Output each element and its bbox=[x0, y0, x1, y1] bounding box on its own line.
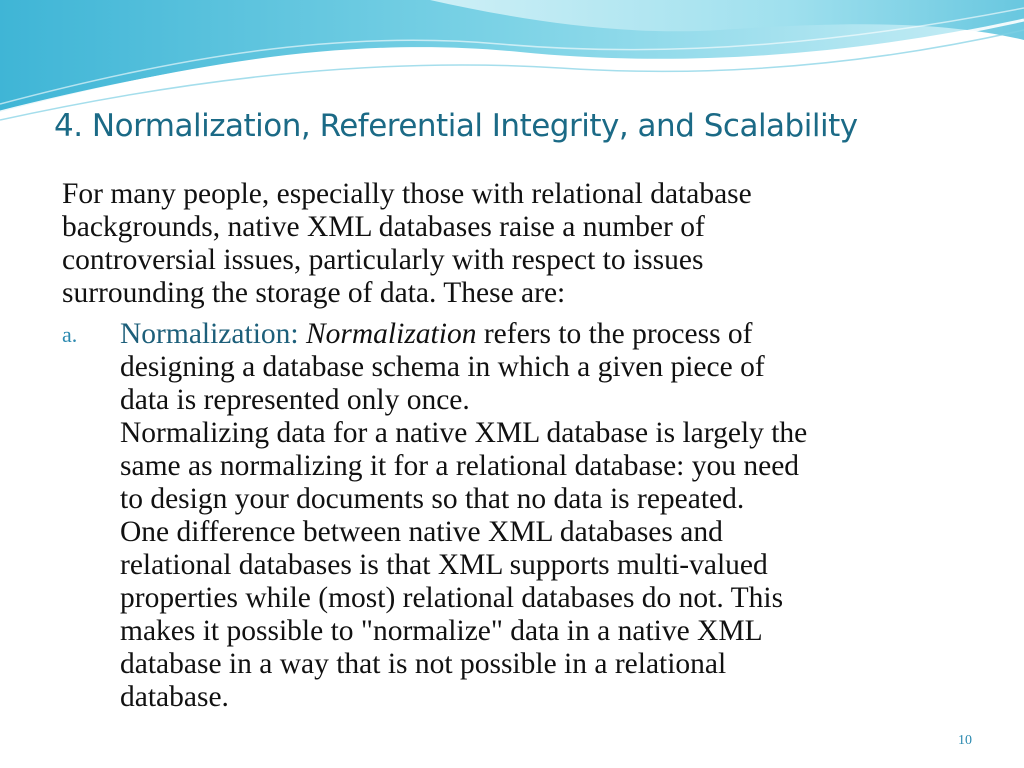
list-item-line: data is represented only once. bbox=[120, 384, 470, 416]
intro-paragraph bbox=[62, 178, 962, 310]
list-item-body bbox=[120, 318, 970, 714]
list-marker: a. bbox=[62, 322, 78, 347]
intro-line: backgrounds, native XML databases raise a number of bbox=[62, 211, 705, 243]
list-item-line: database in a way that is not possible in a relational bbox=[120, 648, 727, 680]
list-item-line: properties while (most) relational databases do not. This bbox=[120, 582, 784, 614]
item-first-line-rest: refers to the process of bbox=[476, 318, 753, 350]
slide-title: 4. Normalization, Referential Integrity, and Scalability bbox=[54, 108, 858, 144]
list-item-line: to design your documents so that no data is repeated. bbox=[120, 483, 745, 515]
intro-line: controversial issues, particularly with respect to issues bbox=[62, 244, 704, 276]
item-label: Normalization: bbox=[120, 318, 299, 350]
list-item-line: One difference between native XML databases and bbox=[120, 516, 723, 548]
intro-line: For many people, especially those with relational database bbox=[62, 178, 752, 210]
list-item-line: relational databases is that XML supports multi-valued bbox=[120, 549, 768, 581]
list-item-first-line bbox=[120, 318, 970, 351]
list-item-line: same as normalizing it for a relational database: you need bbox=[120, 450, 800, 482]
list-item-line: Normalizing data for a native XML database is largely the bbox=[120, 417, 808, 449]
list-item-line: database. bbox=[120, 681, 229, 713]
page-number: 10 bbox=[958, 733, 972, 748]
list-item-line: designing a database schema in which a given piece of bbox=[120, 351, 765, 383]
item-term: Normalization bbox=[305, 318, 477, 350]
list-item-line: makes it possible to "normalize" data in a native XML bbox=[120, 615, 763, 647]
intro-line: surrounding the storage of data. These are: bbox=[62, 277, 566, 309]
